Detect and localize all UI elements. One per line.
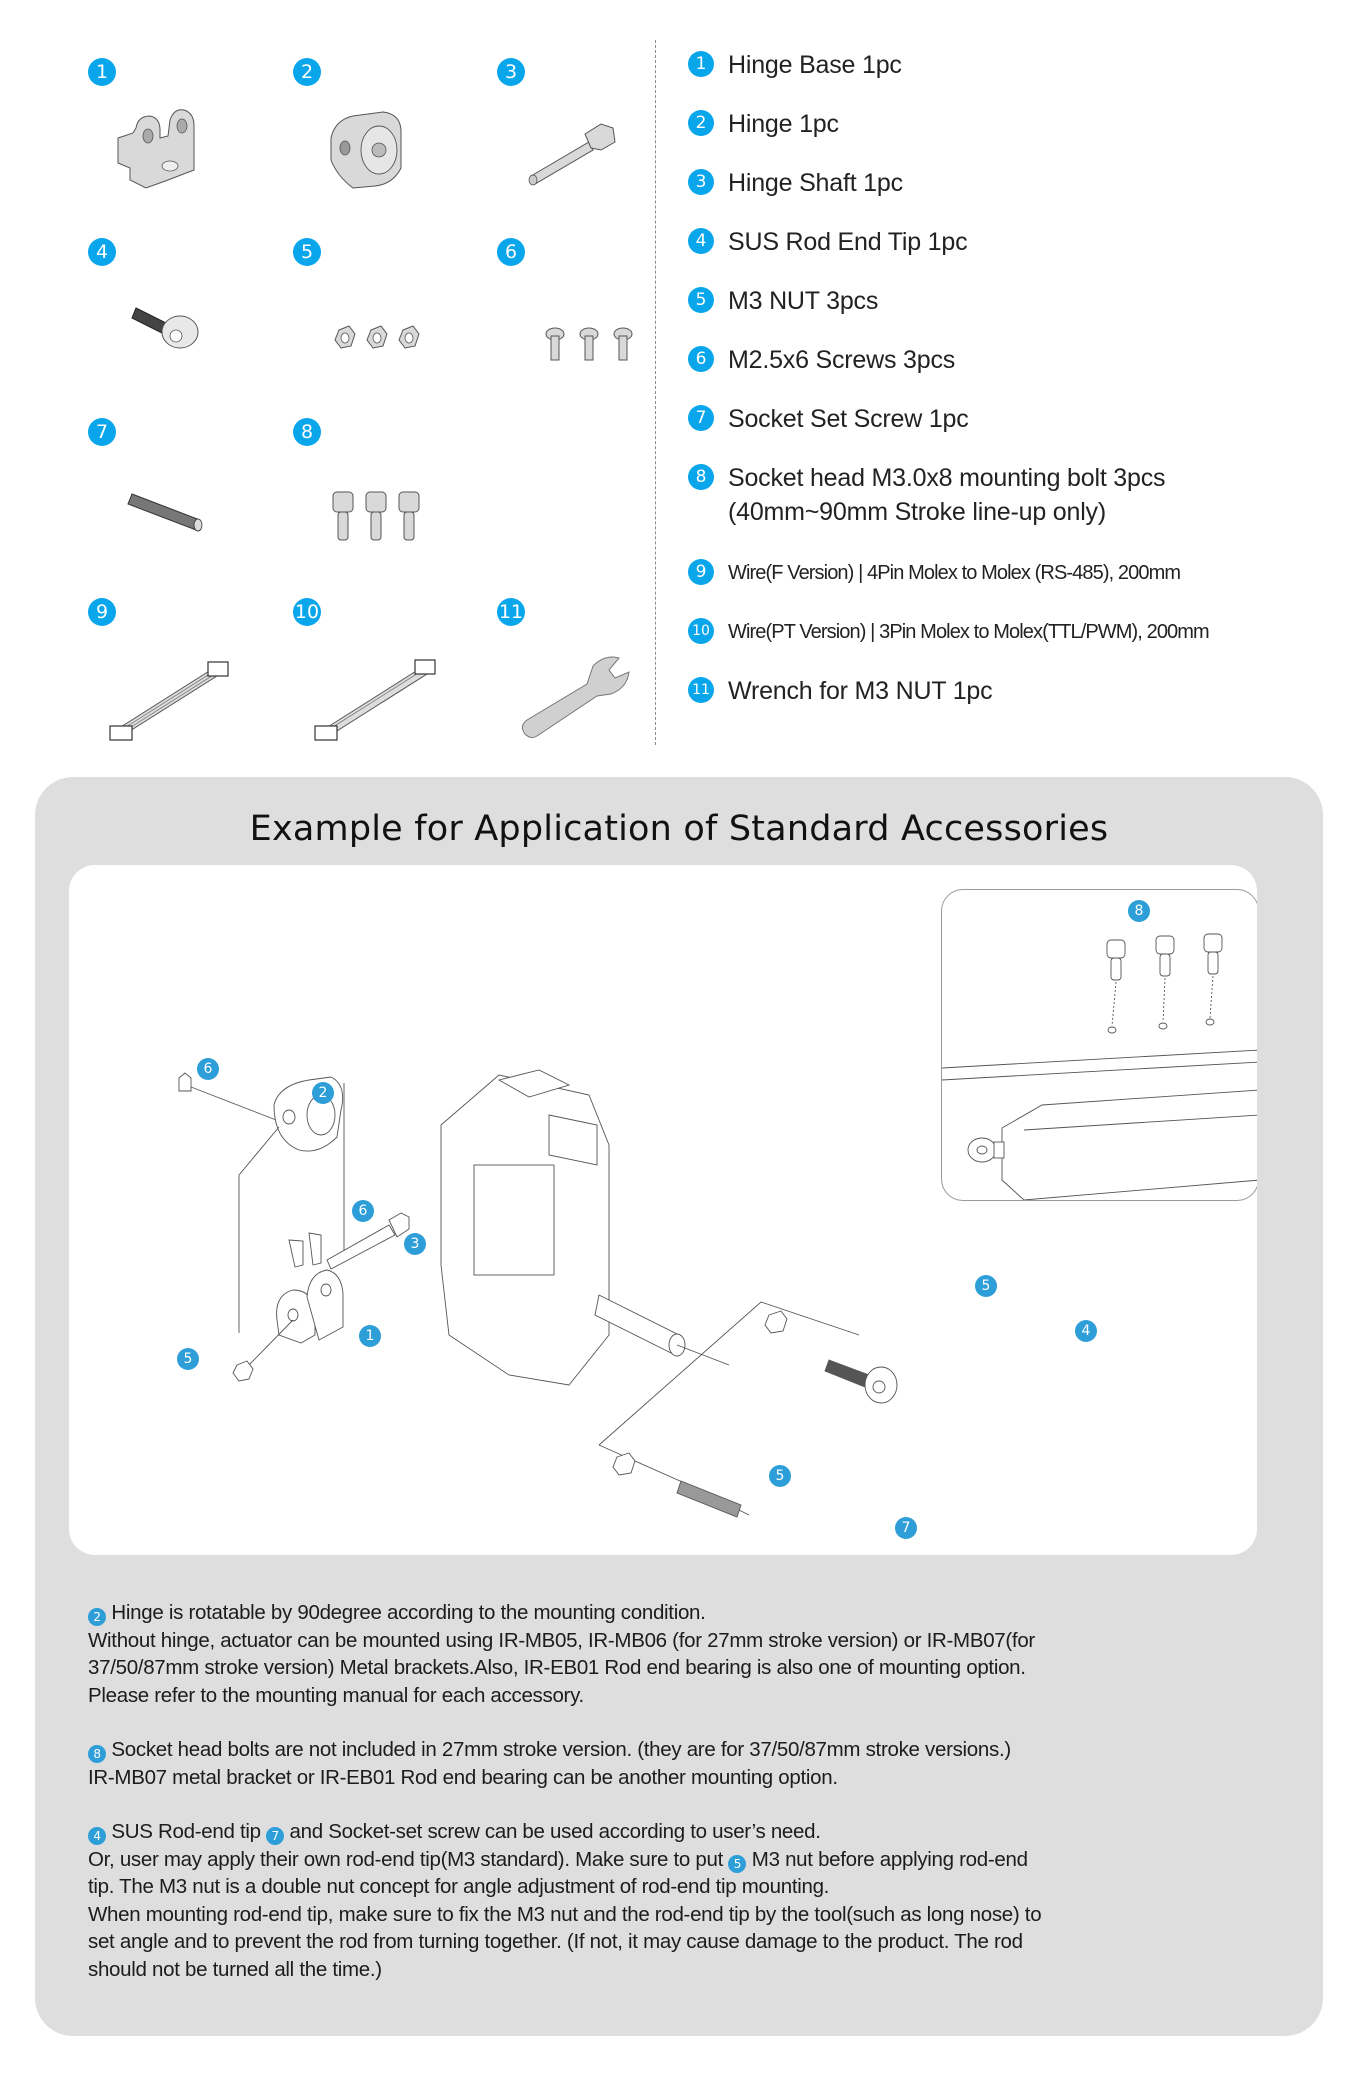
- socket-head-bolt-icon: [313, 458, 443, 558]
- set-screw-icon: [108, 458, 218, 558]
- item-badge: 10: [688, 618, 714, 644]
- part-cell-socket-bolts: [293, 418, 493, 598]
- assembly-diagram: [69, 865, 1257, 1555]
- shaft-shape: [327, 1225, 395, 1269]
- item-badge: 9: [688, 559, 714, 585]
- item-badge: 6: [688, 346, 714, 372]
- note-hinge: [88, 1599, 1288, 1709]
- panel-title: Example for Application of Standard Accessories: [249, 809, 1109, 849]
- item-badge: 7: [688, 405, 714, 431]
- item-label: Wire(PT Version) | 3Pin Molex to Molex(TTL/PWM), 200mm: [728, 621, 1209, 643]
- note-line: [88, 1736, 1288, 1764]
- wire-4pin-icon: [108, 638, 248, 748]
- note-line: set angle and to prevent the rod from turning together. (If not, it may cause damage to the product. The rod: [88, 1930, 1023, 1953]
- note-text: M3 nut before applying rod-end: [746, 1847, 1028, 1871]
- part-cell-set-screw: [88, 418, 288, 598]
- part-cell-nuts: [293, 238, 493, 418]
- accessory-item: [688, 402, 969, 436]
- note-line: tip. The M3 nut is a double nut concept for angle adjustment of rod-end tip mounting.: [88, 1875, 830, 1898]
- nut-right-bottom-shape: [613, 1453, 635, 1475]
- callout-set-screw: 7: [895, 1517, 917, 1539]
- note-line: [88, 1599, 1288, 1627]
- accessory-item: [688, 674, 992, 708]
- actuator-shape: [441, 1075, 609, 1385]
- accessory-item: [688, 615, 1209, 649]
- accessory-item: [688, 343, 955, 377]
- rod-end-tip-icon: [108, 278, 218, 378]
- item-badge: 11: [688, 677, 714, 703]
- note-text: Or, user may apply their own rod-end tip(M3 standard). Make sure to put: [88, 1847, 729, 1871]
- item-label-line1: Socket head M3.0x8 mounting bolt 3pcs: [728, 464, 1166, 492]
- note-badge: 5: [728, 1855, 746, 1873]
- note-badge: 7: [266, 1827, 284, 1845]
- item-badge: 1: [688, 51, 714, 77]
- accessory-item: [688, 556, 1180, 590]
- item-label: SUS Rod End Tip 1pc: [728, 228, 968, 256]
- part-cell-screws: [497, 238, 697, 418]
- callout-screws-mid: 6: [352, 1200, 374, 1222]
- accessory-item: [688, 225, 967, 259]
- note-text: SUS Rod-end tip: [106, 1820, 267, 1843]
- note-rod-end: [88, 1818, 1288, 1983]
- part-cell-hinge: [293, 58, 493, 238]
- item-label: [728, 461, 1165, 529]
- note-line: should not be turned all the time.): [88, 1957, 382, 1981]
- part-badge: 11: [497, 598, 525, 626]
- hinge-icon: [313, 98, 423, 198]
- column-divider: [655, 40, 656, 745]
- part-cell-hinge-shaft: [497, 58, 697, 238]
- note-line: [88, 1818, 1288, 1846]
- accessory-item: [688, 48, 902, 82]
- part-cell-wire-pt: [293, 598, 493, 778]
- callout-nut-right-bottom: 5: [769, 1465, 791, 1487]
- note-line: When mounting rod-end tip, make sure to fix the M3 nut and the rod-end tip by the tool(such as long nose) to: [88, 1902, 1042, 1926]
- item-badge: 2: [688, 110, 714, 136]
- note-badge: 4: [88, 1827, 106, 1845]
- part-badge: 2: [293, 58, 321, 86]
- callout-rod-end: 4: [1075, 1320, 1097, 1342]
- item-badge: 4: [688, 228, 714, 254]
- part-badge: 8: [293, 418, 321, 446]
- item-badge: 3: [688, 169, 714, 195]
- callout-screw-top: 6: [197, 1058, 219, 1080]
- item-label: Wrench for M3 NUT 1pc: [728, 677, 993, 705]
- wire-3pin-icon: [313, 638, 453, 748]
- inset-mounting-bolts: [941, 889, 1257, 1201]
- note-text: and Socket-set screw can be used according to user’s need.: [284, 1820, 821, 1843]
- inset-drawing: [942, 890, 1257, 1201]
- screw-top-shape: [179, 1073, 191, 1091]
- note-line: Please refer to the mounting manual for each accessory.: [88, 1683, 584, 1707]
- accessory-item: [688, 461, 1165, 529]
- item-label-line2: (40mm~90mm Stroke line-up only): [728, 498, 1106, 526]
- part-badge: 10: [293, 598, 321, 626]
- part-badge: 1: [88, 58, 116, 86]
- part-badge: 3: [497, 58, 525, 86]
- callout-shaft: 3: [404, 1233, 426, 1255]
- callout-hinge-base: 1: [359, 1325, 381, 1347]
- rod-end-thread-shape: [825, 1360, 869, 1387]
- note-badge: 8: [88, 1745, 106, 1763]
- note-line: 37/50/87mm stroke version) Metal brackets.Also, IR-EB01 Rod end bearing is also one of mounting option.: [88, 1656, 1026, 1679]
- accessory-item: [688, 166, 903, 200]
- accessory-item: [688, 107, 839, 141]
- accessory-item: [688, 284, 878, 318]
- part-badge: 4: [88, 238, 116, 266]
- item-label: M2.5x6 Screws 3pcs: [728, 346, 956, 374]
- note-line: Without hinge, actuator can be mounted using IR-MB05, IR-MB06 (for 27mm stroke version) or IR-MB07(for: [88, 1628, 1035, 1652]
- callout-nut-right-top: 5: [975, 1275, 997, 1297]
- rod-end-eye-shape: [865, 1367, 897, 1403]
- item-label: Hinge Shaft 1pc: [728, 169, 903, 197]
- hinge-shaft-icon: [517, 98, 627, 198]
- set-screw-shape: [677, 1481, 741, 1517]
- callout-nut-left: 5: [177, 1348, 199, 1370]
- part-cell-hinge-base: [88, 58, 288, 238]
- callout-inset-bolts: 8: [1128, 900, 1150, 922]
- note-text: Socket head bolts are not included in 27mm stroke version. (they are for 37/50/87mm stroke versions.): [106, 1738, 1011, 1761]
- nut-right-top-shape: [765, 1311, 787, 1333]
- notes-section: [88, 1599, 1288, 2010]
- note-socket-bolts: [88, 1736, 1288, 1791]
- hinge-base-icon: [108, 98, 218, 198]
- wrench-icon: [517, 638, 647, 748]
- item-label: Socket Set Screw 1pc: [728, 405, 969, 433]
- note-line: [88, 1846, 1288, 1874]
- item-label: Wire(F Version) | 4Pin Molex to Molex (RS-485), 200mm: [728, 562, 1181, 584]
- part-badge: 6: [497, 238, 525, 266]
- item-badge: 5: [688, 287, 714, 313]
- item-label: Hinge 1pc: [728, 110, 839, 138]
- item-label: M3 NUT 3pcs: [728, 287, 879, 315]
- note-line: IR-MB07 metal bracket or IR-EB01 Rod end bearing can be another mounting option.: [88, 1765, 838, 1789]
- callout-hinge: 2: [312, 1082, 334, 1104]
- item-label: Hinge Base 1pc: [728, 51, 902, 79]
- note-text: Hinge is rotatable by 90degree according to the mounting condition.: [106, 1601, 706, 1624]
- note-badge: 2: [88, 1608, 106, 1626]
- item-badge: 8: [688, 464, 714, 490]
- part-badge: 9: [88, 598, 116, 626]
- application-panel: [35, 777, 1323, 2036]
- part-badge: 7: [88, 418, 116, 446]
- part-cell-rod-end: [88, 238, 288, 418]
- part-cell-wrench: [497, 598, 697, 778]
- part-cell-wire-f: [88, 598, 288, 778]
- m3-nut-icon: [313, 278, 443, 378]
- part-badge: 5: [293, 238, 321, 266]
- m25-screw-icon: [517, 278, 647, 378]
